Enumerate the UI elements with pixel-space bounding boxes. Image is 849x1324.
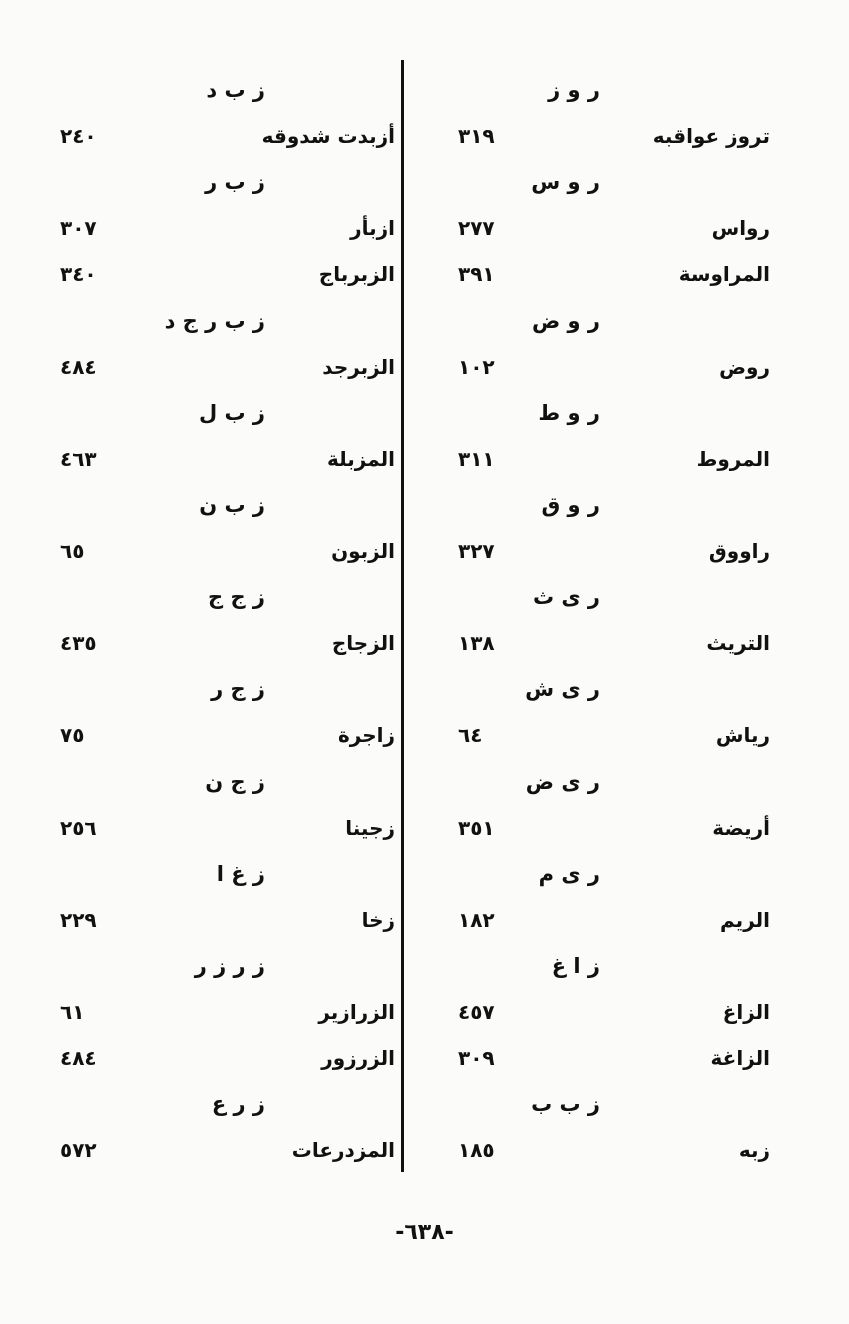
entry-page-number: ٣١١	[458, 446, 495, 471]
entry-page-number: ٦١	[60, 1000, 85, 1024]
entry-page-number: ٤٣٥	[60, 631, 97, 656]
index-entry	[430, 116, 770, 156]
root-heading-text: ر ی ش	[525, 677, 600, 702]
index-entry	[55, 900, 395, 940]
entry-word: الزرازير	[318, 1000, 395, 1024]
entry-page-number: ٦٤	[458, 723, 483, 748]
entry-word: رواس	[711, 216, 770, 241]
index-entry	[430, 1038, 770, 1078]
entry-word: ازبأر	[350, 216, 395, 241]
root-heading	[430, 301, 770, 341]
index-entry	[430, 208, 770, 248]
root-heading	[55, 485, 395, 525]
entry-word: زبه	[738, 1138, 770, 1163]
entry-page-number: ٣٠٩	[458, 1046, 495, 1071]
entry-word: زخا	[361, 907, 395, 932]
entry-word: المزبلة	[326, 446, 395, 471]
root-heading	[430, 577, 770, 617]
root-heading-text: ر و ق	[541, 492, 600, 517]
root-heading-text: ز ج ن	[205, 769, 265, 794]
entry-word: الريم	[720, 907, 770, 932]
entry-page-number: ٤٨٤	[60, 354, 97, 379]
entry-page-number: ١٨٥	[458, 1138, 495, 1163]
entry-page-number: ٦٥	[60, 539, 85, 563]
entry-word: الزاغ	[722, 1000, 770, 1024]
entry-page-number: ٣٥١	[458, 815, 495, 840]
root-heading	[55, 669, 395, 709]
root-heading	[430, 762, 770, 802]
entry-word: الزبرباج	[318, 262, 395, 287]
root-heading-text: ز ج ج	[208, 585, 265, 610]
entry-page-number: ٢٥٦	[60, 815, 97, 840]
index-entry	[55, 347, 395, 387]
entry-page-number: ٧٥	[60, 723, 85, 748]
index-entry	[430, 623, 770, 663]
root-heading-text: ز ب ر	[205, 170, 265, 195]
root-heading-text: ر ی م	[538, 861, 600, 886]
entry-word: المزدرعات	[291, 1138, 395, 1163]
root-heading	[55, 577, 395, 617]
root-heading-text: ز ب د	[206, 78, 265, 102]
root-heading	[55, 854, 395, 894]
entry-page-number: ٤٦٣	[60, 446, 97, 471]
root-heading-text: ز ب ب	[531, 1092, 600, 1117]
root-heading-text: ر و ز	[548, 78, 600, 102]
root-heading	[55, 70, 395, 110]
entry-page-number: ١٣٨	[458, 631, 495, 656]
root-heading-text: ز غ ا	[216, 861, 265, 886]
root-heading-text: ر و ض	[531, 308, 600, 333]
index-entry	[55, 992, 395, 1032]
root-heading	[430, 70, 770, 110]
entry-page-number: ١٨٢	[458, 907, 495, 932]
entry-word: راووق	[708, 539, 770, 563]
index-entry	[55, 623, 395, 663]
index-entry	[430, 1130, 770, 1170]
entry-word: زجينا	[345, 815, 395, 840]
entry-page-number: ٣٠٧	[60, 216, 97, 241]
entry-word: أريضة	[712, 815, 770, 840]
entry-word: الزرزور	[321, 1046, 395, 1071]
root-heading-text: ز ب ر ج د	[164, 308, 265, 333]
root-heading-text: ر ی ض	[525, 769, 600, 794]
index-entry	[55, 254, 395, 294]
entry-page-number: ١٠٢	[458, 354, 495, 379]
index-entry	[430, 715, 770, 755]
root-heading	[55, 1084, 395, 1124]
root-heading	[55, 301, 395, 341]
entry-page-number: ٤٨٤	[60, 1046, 97, 1071]
index-entry	[430, 992, 770, 1032]
entry-page-number: ٢٤٠	[60, 124, 97, 149]
entry-word: روض	[719, 354, 770, 379]
root-heading	[430, 669, 770, 709]
root-heading-text: ز ر ز ر	[194, 953, 265, 978]
entry-page-number: ٣٤٠	[60, 262, 97, 287]
entry-page-number: ٣٩١	[458, 262, 495, 287]
index-entry	[55, 715, 395, 755]
entry-page-number: ٤٥٧	[458, 1000, 495, 1024]
index-entry	[430, 900, 770, 940]
entry-word: تروز عواقبه	[652, 124, 770, 149]
entry-page-number: ٣٢٧	[458, 539, 495, 563]
entry-page-number: ٢٧٧	[458, 216, 495, 241]
root-heading-text: ر ی ث	[532, 585, 600, 610]
entry-word: رياش	[715, 723, 770, 748]
root-heading-text: ز ر ع	[211, 1092, 265, 1117]
root-heading-text: ز ب ل	[198, 400, 265, 425]
root-heading-text: ز ج ر	[211, 677, 265, 702]
index-entry	[430, 347, 770, 387]
root-heading	[55, 162, 395, 202]
index-entry	[55, 531, 395, 571]
root-heading	[430, 485, 770, 525]
page-number: -٦٣٨-	[395, 1220, 454, 1245]
root-heading	[55, 393, 395, 433]
entry-word: التريث	[706, 631, 770, 656]
entry-word: الزجاج	[331, 631, 395, 656]
entry-word: المروط	[696, 446, 770, 471]
root-heading-text: ر و ط	[538, 400, 600, 425]
entry-word: الزبرجد	[322, 354, 395, 379]
index-entry	[430, 808, 770, 848]
entry-word: الزاغة	[710, 1046, 770, 1071]
index-entry	[430, 254, 770, 294]
index-entry	[55, 1130, 395, 1170]
entry-word: الزبون	[331, 539, 395, 563]
index-entry	[55, 1038, 395, 1078]
index-entry	[55, 208, 395, 248]
root-heading	[55, 762, 395, 802]
root-heading	[430, 1084, 770, 1124]
root-heading-text: ز ا غ	[551, 953, 600, 978]
entry-page-number: ٣١٩	[458, 124, 495, 149]
index-entry	[55, 439, 395, 479]
column-divider	[401, 60, 404, 1172]
root-heading	[430, 162, 770, 202]
root-heading	[55, 946, 395, 986]
root-heading	[430, 946, 770, 986]
index-entry	[55, 808, 395, 848]
index-entry	[430, 531, 770, 571]
entry-page-number: ٢٢٩	[60, 907, 97, 932]
root-heading	[430, 854, 770, 894]
root-heading-text: ز ب ن	[199, 492, 265, 517]
index-entry	[55, 116, 395, 156]
entry-word: أزبدت شدوقه	[261, 124, 395, 149]
entry-page-number: ٥٧٢	[60, 1138, 97, 1163]
entry-word: المراوسة	[678, 262, 770, 287]
root-heading-text: ر و س	[531, 170, 600, 195]
index-entry	[430, 439, 770, 479]
entry-word: زاجرة	[337, 723, 395, 748]
root-heading	[430, 393, 770, 433]
